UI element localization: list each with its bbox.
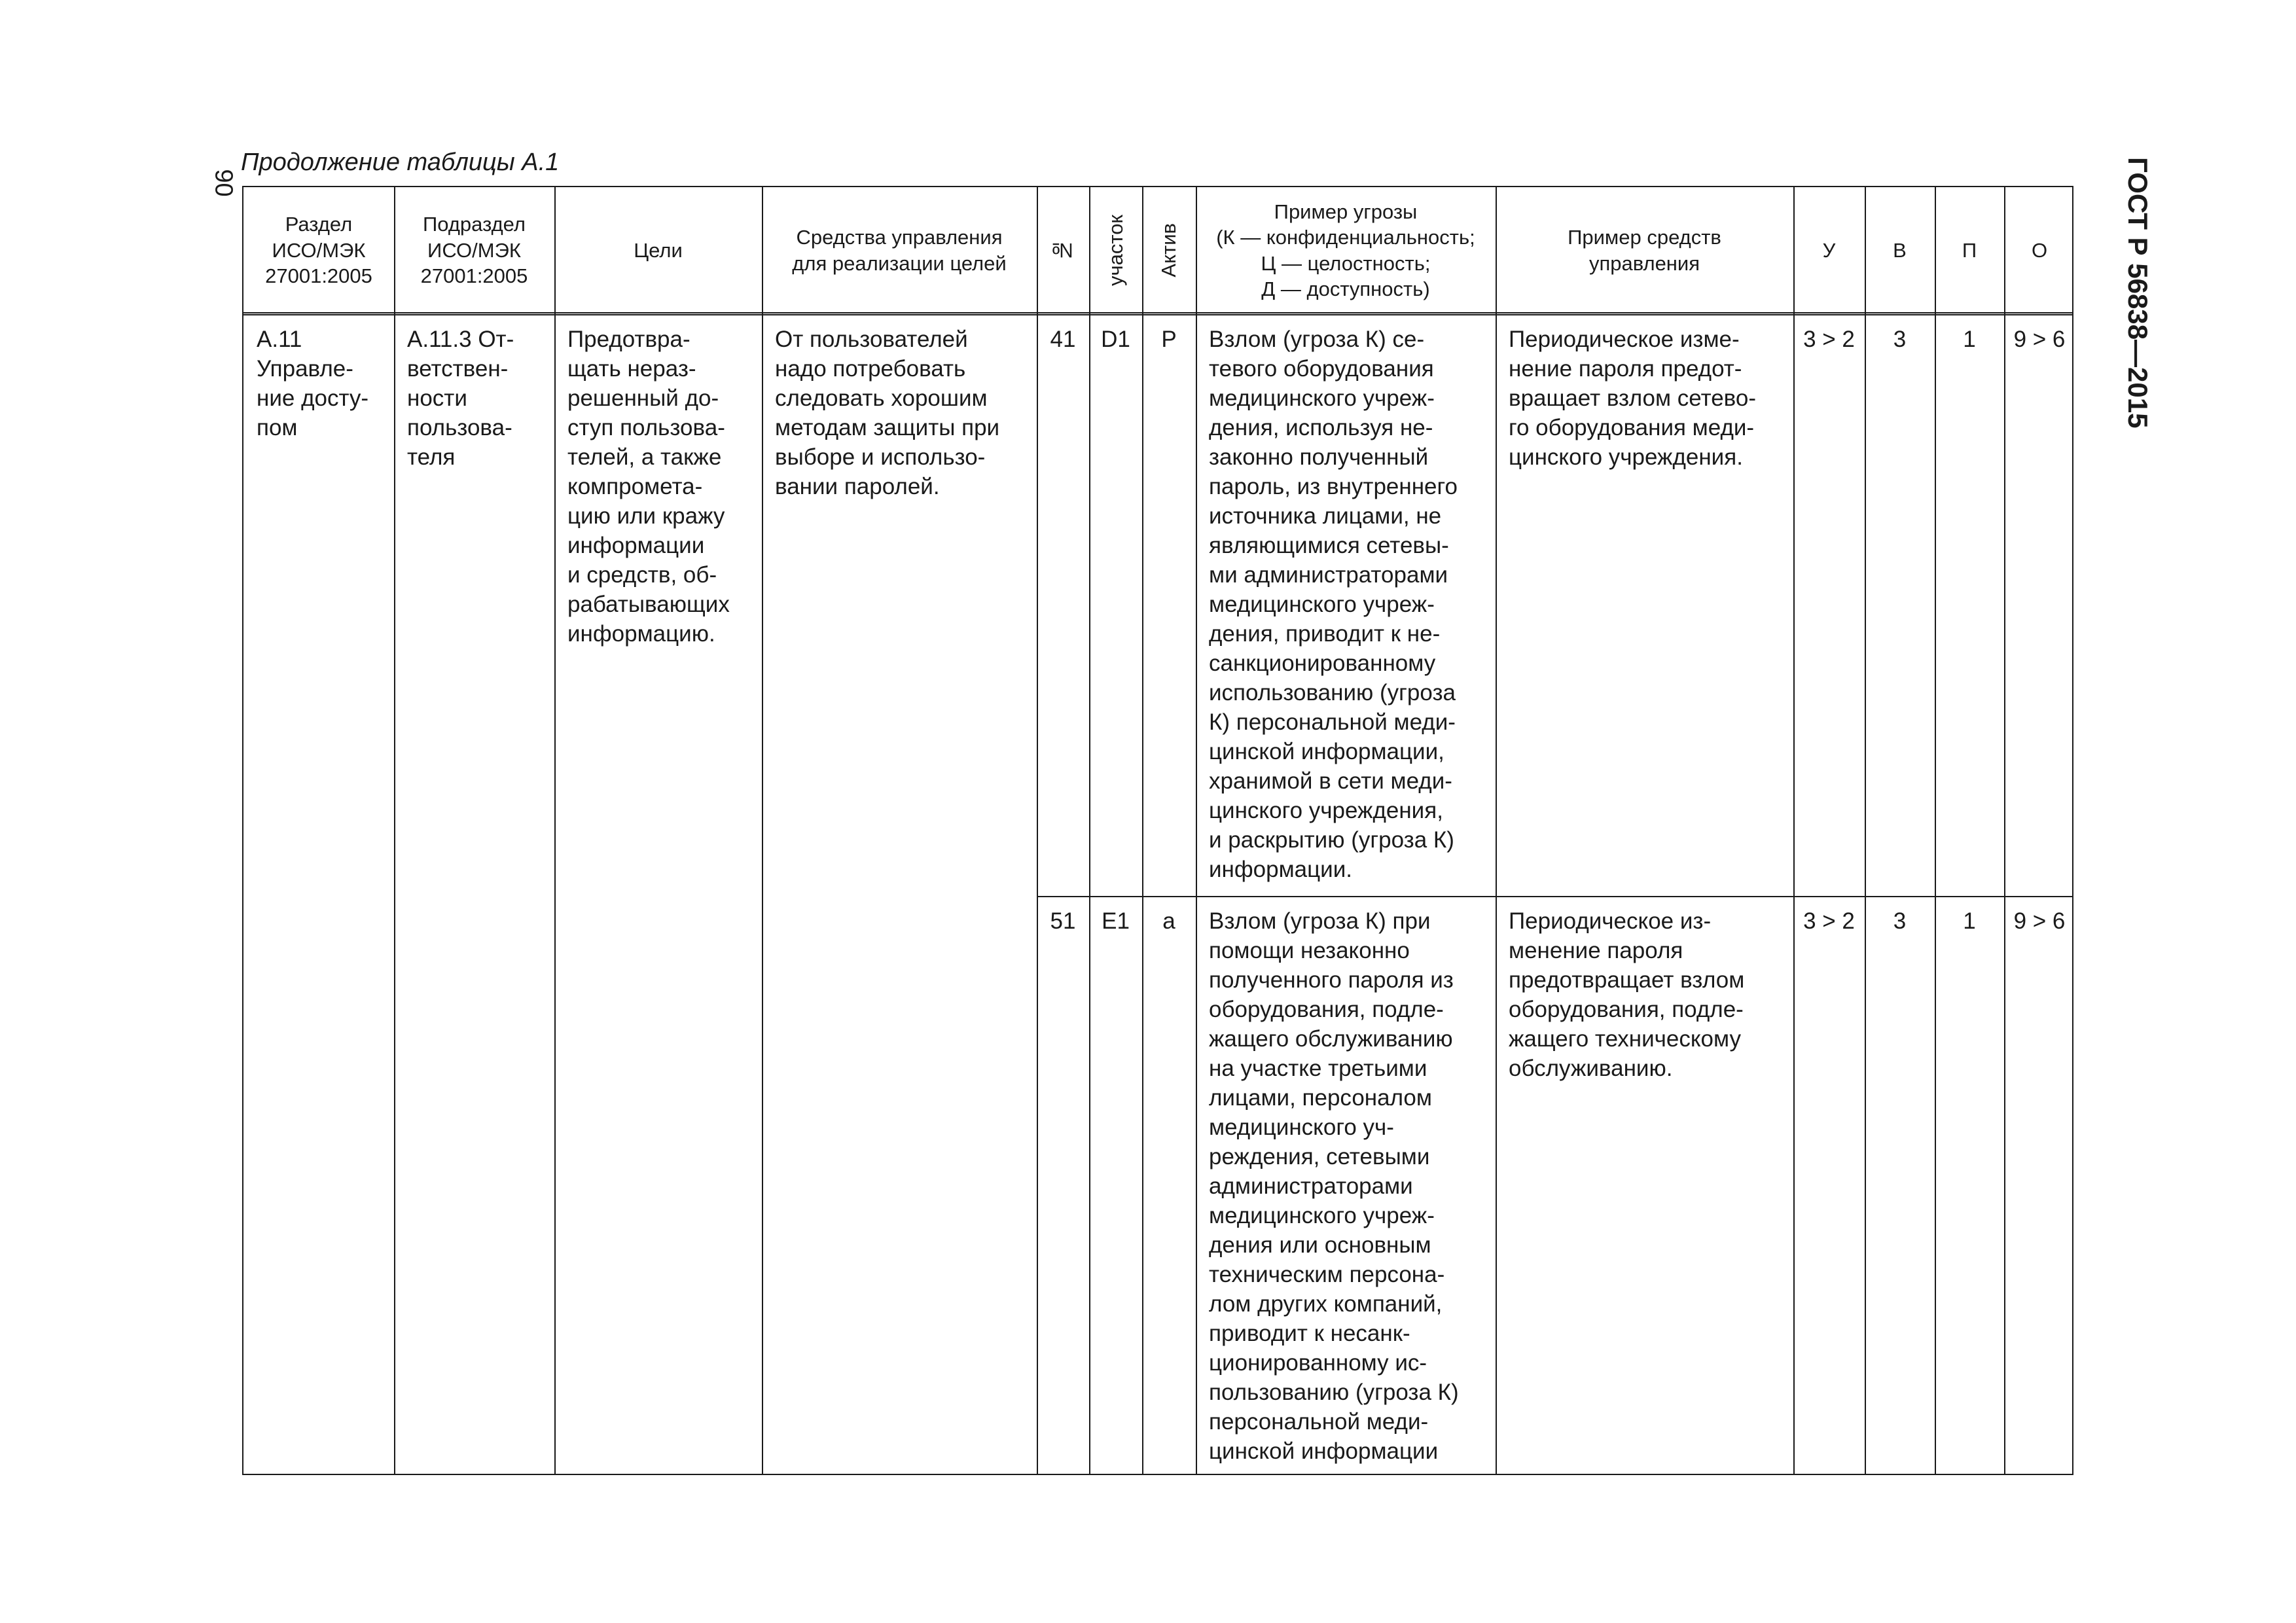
header-v: В (1893, 238, 1907, 262)
standard-designation: ГОСТ Р 56838—2015 (2123, 157, 2153, 429)
row-divider (1037, 896, 2072, 897)
column-divider (1935, 187, 1936, 1474)
row2-number: 51 (1050, 908, 1076, 934)
row1-number: 41 (1050, 327, 1076, 352)
header-subsection: Подраздел ИСО/МЭК 27001:2005 (420, 213, 528, 288)
column-divider (2004, 187, 2005, 1474)
header-measure: Пример средств управления (1568, 226, 1721, 275)
column-divider (1037, 187, 1038, 1474)
cell-section: А.11 Управле- ние досту- пом (257, 327, 369, 440)
row1-v: 3 (1893, 327, 1907, 352)
row1-p: 1 (1963, 327, 1976, 352)
row2-p: 1 (1963, 908, 1976, 934)
row2-asset: а (1162, 908, 1175, 934)
row1-measure: Периодическое изме- нение пароля предот- вращает взлом сетево- го оборудования меди- цинского учреждения. (1509, 327, 1756, 470)
header-p: П (1962, 238, 1977, 262)
header-u: У (1822, 238, 1836, 262)
column-divider (1793, 187, 1795, 1474)
row2-v: 3 (1893, 908, 1907, 934)
row1-site: D1 (1101, 327, 1130, 352)
row1-u: 3 > 2 (1803, 327, 1855, 352)
header-goals: Цели (634, 238, 683, 262)
column-divider (1089, 187, 1090, 1474)
row1-o: 9 > 6 (2013, 327, 2066, 352)
column-divider (1142, 187, 1143, 1474)
cell-controls: От пользователей надо потребовать следовать хорошим методам защиты при выборе и использо- вании паролей. (775, 327, 1000, 499)
header-threat: Пример угрозы (К — конфиденциальность; Ц — целостность; Д — доступность) (1216, 200, 1475, 300)
header-asset: Актив (1157, 223, 1181, 277)
row2-site: E1 (1102, 908, 1130, 934)
header-site: участок (1103, 214, 1127, 287)
cell-goals: Предотвра- щать нераз- решенный до- ступ пользова- телей, а также компромета- цию или кражу информации и средств, об- рабатывающих информацию. (567, 327, 730, 647)
header-o: О (2031, 238, 2048, 262)
page-number: 90 (209, 169, 238, 197)
row2-measure: Периодическое из- менение пароля предотвращает взлом оборудования, подле- жащего техническому обслуживанию. (1509, 908, 1745, 1081)
row1-threat: Взлом (угроза К) се- тевого оборудования медицинского учреж- дения, используя не- законно полученный пароль, из внутреннего источника лицами, не являющимися сетевы- ми администраторами медицинского учреж- дения, приводит к не- санкционированному использованию (угроза К) персональной меди- цинской информации, хранимой в сети меди- цинского учреждения, и раскрытию (угроза К) информации. (1209, 327, 1458, 882)
row1-asset: Р (1161, 327, 1177, 352)
row2-o: 9 > 6 (2013, 908, 2066, 934)
header-controls: Средства управления для реализации целей (792, 226, 1007, 275)
cell-subsection: А.11.3 От- ветствен- ности пользова- теля (407, 327, 514, 470)
table-caption: Продолжение таблицы А.1 (241, 149, 560, 176)
header-number: № (1051, 239, 1075, 262)
table (242, 186, 2073, 1475)
header-section: Раздел ИСО/МЭК 27001:2005 (265, 213, 372, 288)
row2-u: 3 > 2 (1803, 908, 1855, 934)
column-divider (1865, 187, 1866, 1474)
row2-threat: Взлом (угроза К) при помощи незаконно полученного пароля из оборудования, подле- жащего обслуживанию на участке третьими лицами, персоналом медицинского уч- реждения, сетевыми администраторами медицинского учреж- дения или основным техническим персона- лом других компаний, приводит к несанк- ционированному ис- пользованию (угроза К) персональной меди- цинской информации (1209, 908, 1459, 1464)
